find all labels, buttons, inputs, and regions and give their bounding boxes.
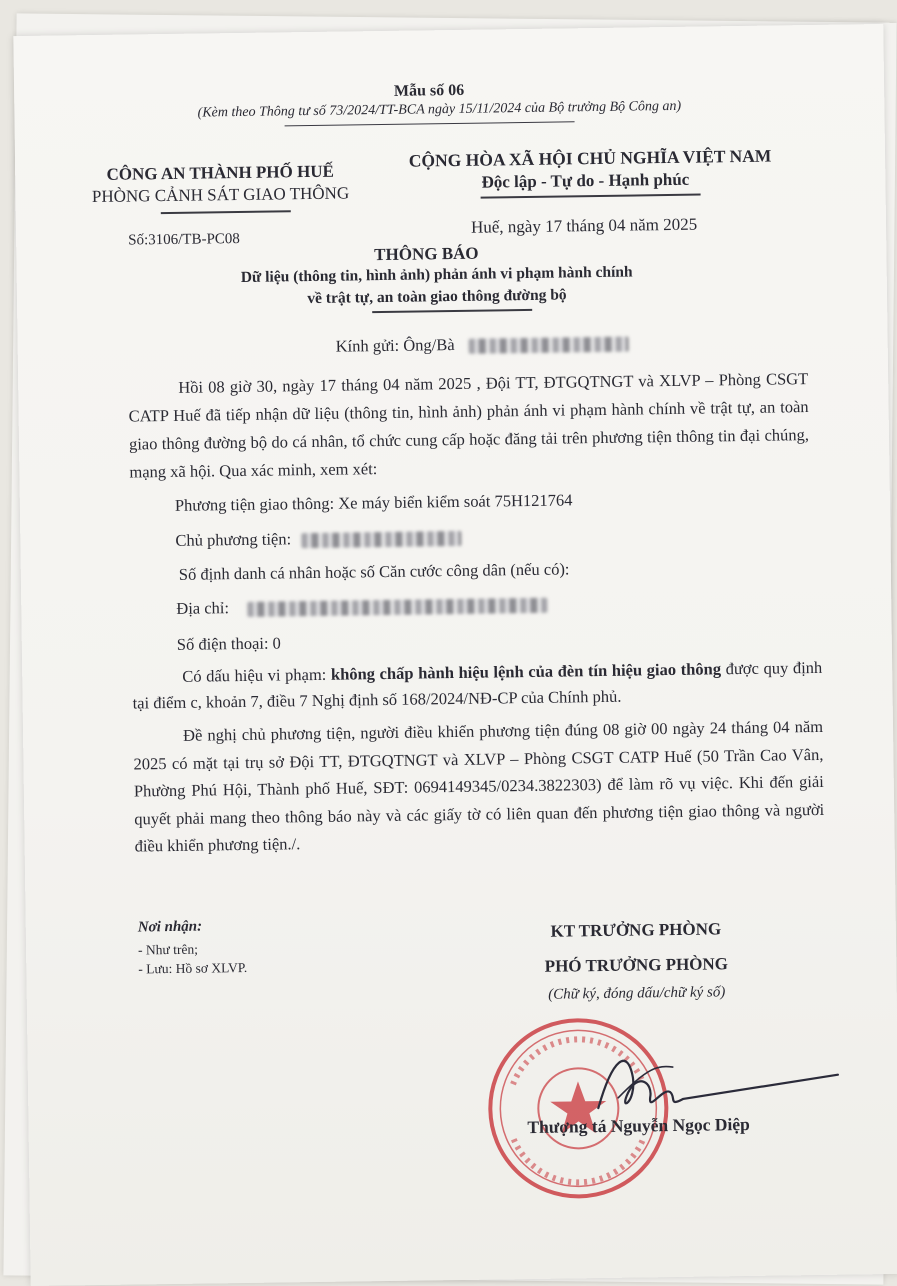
request-paragraph: Đề nghị chủ phương tiện, người điều khiển phương tiện đúng 08 giờ 00 ngày 24 tháng 04 năm 2025 có mặt tại trụ sở Đội TT, ĐTGQTNGT và XLVP – Phòng CSGT CATP Huế (50 Trần Cao Vân, Phường Phú Hội, Thành phố Huế, SĐT: 0694149345/0234.3822303) để làm rõ vụ việc. Khi đến giải quyết phải mang theo thông báo này và các giấy tờ có liên quan đến phương tiện giao thông và người điều khiển phương tiện./. bbox=[133, 716, 825, 856]
recipients-item: - Như trên; bbox=[137, 941, 198, 958]
signature-note: (Chữ ký, đóng dấu/chữ ký số) bbox=[548, 984, 726, 1003]
address-label: Địa chỉ: bbox=[176, 598, 230, 618]
violation-prefix: Có dấu hiệu vi phạm: bbox=[182, 664, 332, 686]
violation-legal-basis: được quy định tại điểm c, khoản 7, điều 7 Nghị định số 168/2024/NĐ-CP của Chính phủ. bbox=[132, 657, 823, 713]
signer-title-1: KT TRƯỞNG PHÒNG bbox=[550, 919, 722, 941]
form-attached-note: (Kèm theo Thông tư số 73/2024/TT-BCA ngày 15/11/2024 của Bộ trưởng Bộ Công an) bbox=[197, 98, 682, 121]
owner-field bbox=[175, 527, 461, 551]
notice-subtitle-line1: Dữ liệu (thông tin, hình ảnh) phản ánh vi phạm hành chính bbox=[240, 263, 633, 286]
signer-title-2: PHÓ TRƯỞNG PHÒNG bbox=[544, 954, 729, 976]
title-underline bbox=[372, 309, 532, 313]
department-name: PHÒNG CẢNH SÁT GIAO THÔNG bbox=[91, 183, 350, 207]
recipient-label: Kính gửi: Ông/Bà bbox=[335, 335, 455, 356]
reference-number: Số:3106/TB-PC08 bbox=[128, 230, 240, 249]
nation-name: CỘNG HÒA XÃ HỘI CHỦ NGHĨA VIỆT NAM bbox=[408, 145, 772, 171]
redacted-recipient-name bbox=[469, 336, 629, 353]
id-field-label: Số định danh cá nhân hoặc số Căn cước công dân (nếu có): bbox=[178, 559, 570, 584]
signer-name: Thượng tá Nguyễn Ngọc Diệp bbox=[527, 1113, 750, 1138]
form-number: Mẫu số 06 bbox=[393, 81, 465, 100]
violation-description: không chấp hành hiệu lệnh của đèn tín hiệu giao thông bbox=[330, 659, 722, 684]
redacted-owner-name bbox=[301, 531, 461, 548]
notice-subtitle-line2: về trật tự, an toàn giao thông đường bộ bbox=[307, 286, 567, 308]
notice-title: THÔNG BÁO bbox=[374, 243, 479, 265]
attached-underline bbox=[285, 121, 575, 126]
recipients-heading: Nơi nhận: bbox=[137, 918, 203, 936]
owner-label: Chủ phương tiện: bbox=[175, 529, 292, 550]
nation-motto: Độc lập - Tự do - Hạnh phúc bbox=[481, 169, 690, 192]
recipient-line bbox=[336, 333, 629, 357]
phone-field: Số điện thoại: 0 bbox=[176, 633, 281, 654]
place-date: Huế, ngày 17 tháng 04 năm 2025 bbox=[470, 214, 698, 237]
recipients-item: - Lưu: Hồ sơ XLVP. bbox=[138, 959, 248, 977]
redacted-address bbox=[247, 597, 547, 616]
address-field bbox=[176, 594, 547, 619]
agency-name: CÔNG AN THÀNH PHỐ HUẾ bbox=[106, 161, 335, 184]
vehicle-field: Phương tiện giao thông: Xe máy biển kiểm soát 75H121764 bbox=[174, 490, 573, 515]
department-underline bbox=[161, 210, 291, 213]
violation-paragraph bbox=[132, 655, 823, 717]
intro-paragraph: Hồi 08 giờ 30, ngày 17 tháng 04 năm 2025 , Đội TT, ĐTGQTNGT và XLVP – Phòng CSGT CATP Huế đã tiếp nhận dữ liệu (thông tin, hình ảnh) phản ánh vi phạm hành chính về trật tự, an toàn giao thông đường bộ do cá nhân, tổ chức cung cấp hoặc đăng tải trên phương tiện thông tin đại chúng, mạng xã hội. Qua xác minh, xem xét: bbox=[128, 369, 810, 482]
document-page bbox=[13, 24, 897, 1286]
motto-underline bbox=[481, 194, 701, 199]
